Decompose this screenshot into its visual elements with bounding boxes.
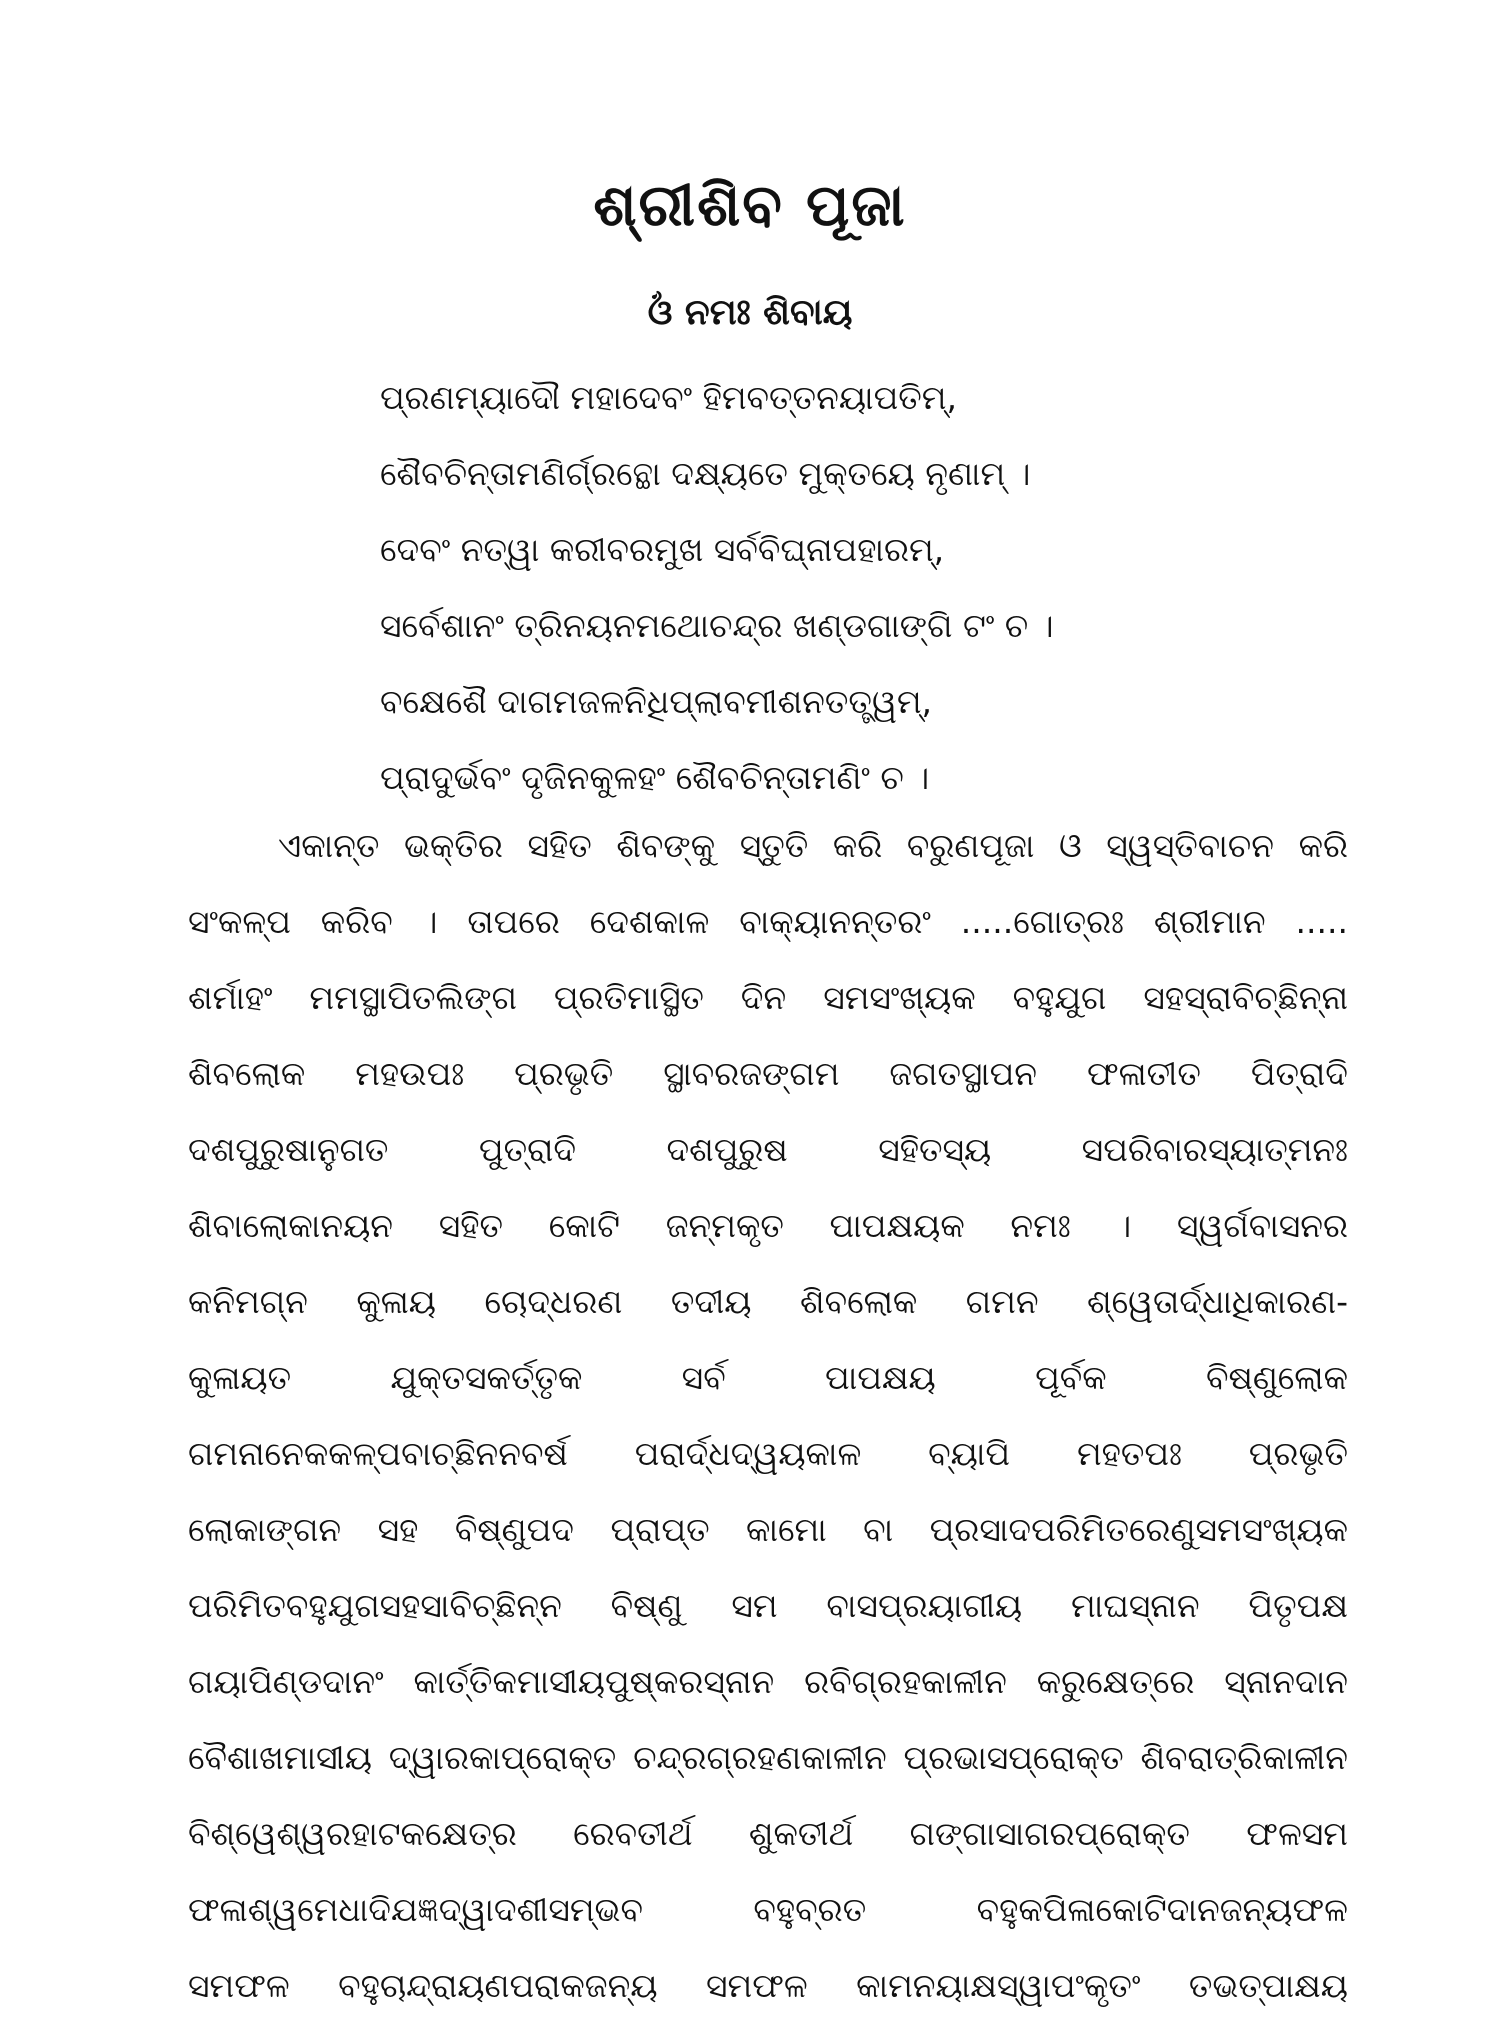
verse-line: ପ୍ରାଦୁର୍ଭବଂ ଦୃଜିନକୁଳହଂ ଶୈବଚିନ୍ତାମଣିଂ ଚ ।	[380, 758, 930, 797]
paragraph-line: ପରିମିତବହୁଯୁଗସହସାବିଚ୍ଛିନ୍ନ ବିଷ୍ଣୁ ସମ ବାସପ୍ରୟାଗୀୟ ମାଘସ୍ନାନ ପିତୃପକ୍ଷ	[188, 1586, 1348, 1625]
paragraph-line: ବୈଶାଖମାସୀୟ ଦ୍ୱାରକାପ୍ରୋକ୍ତ ଚନ୍ଦ୍ରଗ୍ରହଣକାଳୀନ ପ୍ରଭାସପ୍ରୋକ୍ତ ଶିବରାତ୍ରିକାଳୀନ	[188, 1738, 1348, 1777]
paragraph-line: ଦଶପୁରୁଷାନୁଗତ ପୁତ୍ରାଦି ଦଶପୁରୁଷ ସହିତସ୍ୟ ସପରିବାରସ୍ୟାତ୍ମନଃ	[188, 1130, 1348, 1169]
paragraph-line: ଶର୍ମାହଂ ମମସ୍ଥାପିତଲିଙ୍ଗ ପ୍ରତିମାସ୍ଥିତ ଦିନ ସମସଂଖ୍ୟକ ବହୁଯୁଗ ସହସ୍ରାବିଚ୍ଛିନ୍ନା	[188, 978, 1348, 1017]
verse-line: ସର୍ବେଶାନଂ ତ୍ରିନୟନମଥୋଚନ୍ଦ୍ର ଖଣ୍ଡଗାଙ୍ଗି ଟଂ ଚ ।	[380, 606, 1054, 645]
paragraph-line: ଫଳାଶ୍ୱମେଧାଦିଯଜ୍ଞଦ୍ୱାଦଶୀସମ୍ଭବ ବହୁବ୍ରତ ବହୁକପିଳାକୋଟିଦାନଜନ୍ୟଫଳ	[188, 1890, 1348, 1929]
verse-line: ପ୍ରଣମ୍ୟାଦୌ ମହାଦେବଂ ହିମବତ୍ତନୟାପତିମ୍,	[380, 378, 957, 417]
paragraph-line: ସମଫଳ ବହୁଚାନ୍ଦ୍ରାୟଣପରାକଜନ୍ୟ ସମଫଳ କାମନୟାକ୍ଷସ୍ୱାପଂକୃତଂ ତଭତ୍ପାକ୍ଷୟ	[188, 1966, 1348, 2005]
paragraph-line: ଶିବାଲୋକାନୟନ ସହିତ କୋଟି ଜନ୍ମକୃତ ପାପକ୍ଷୟକ ନମଃ । ସ୍ୱର୍ଗବାସନର	[188, 1206, 1348, 1245]
page-subtitle: ଓଁ ନମଃ ଶିବାୟ	[647, 292, 853, 333]
paragraph-line: ଗୟାପିଣ୍ଡଦାନଂ କାର୍ତ୍ତିକମାସୀୟପୁଷ୍କରସ୍ନାନ ରବିଗ୍ରହକାଳୀନ କରୁକ୍ଷେତ୍ରେ ସ୍ନାନଦାନ	[188, 1662, 1348, 1701]
paragraph-line: ଏକାନ୍ତ ଭକ୍ତିର ସହିତ ଶିବଙ୍କୁ ସ୍ତୁତି କରି ବରୁଣପୂଜା ଓ ସ୍ୱସ୍ତିବାଚନ କରି	[278, 826, 1348, 865]
verse-line: ବକ୍ଷେଶୈ ଦାଗମଜଳନିଧିପ୍ଲାବମୀଶନତତ୍ତ୍ୱମ୍,	[380, 682, 933, 721]
verse-line: ଦେବଂ ନତ୍ୱା କରୀବରମୁଖ ସର୍ବବିଘ୍ନାପହାରମ୍,	[380, 530, 945, 569]
body-paragraph	[188, 808, 1348, 2024]
paragraph-line: କନିମଗ୍ନ କୁଳାୟ ଚୋଦ୍ଧରଣ ତଦୀୟ ଶିବଲୋକ ଗମନ ଶ୍ୱେତାର୍ଦ୍ଧାଧିକାରଣ-	[188, 1282, 1348, 1321]
paragraph-line: ସଂକଳ୍ପ କରିବ । ତାପରେ ଦେଶକାଳ ବାକ୍ୟାନନ୍ତରଂ .....ଗୋତ୍ରଃ ଶ୍ରୀମାନ .....	[188, 902, 1348, 941]
paragraph-line: ଲୋକାଙ୍ଗନ ସହ ବିଷ୍ଣୁପଦ ପ୍ରାପ୍ତ କାମୋ ବା ପ୍ରସାଦପରିମିତରେଣୁସମସଂଖ୍ୟକ	[188, 1510, 1348, 1549]
verse-block	[380, 360, 1380, 816]
paragraph-line: ବିଶ୍ୱେଶ୍ୱରହାଟକକ୍ଷେତ୍ର ରେବତୀର୍ଥ ଶୁକତୀର୍ଥ ଗଙ୍ଗାସାଗରପ୍ରୋକ୍ତ ଫଳସମ	[188, 1814, 1348, 1853]
paragraph-line: ଶିବଲୋକ ମହଉପଃ ପ୍ରଭୃତି ସ୍ଥାବରଜଙ୍ଗମ ଜଗତସ୍ଥାପନ ଫଳାତୀତ ପିତ୍ରାଦି	[188, 1054, 1348, 1093]
verse-line: ଶୈବଚିନ୍ତାମଣିର୍ଗ୍ରନ୍ଥୋ ଦକ୍ଷ୍ୟତେ ମୁକ୍ତୟେ ନୃଣାମ୍ ।	[380, 454, 1031, 493]
page-title: ଶ୍ରୀଶିବ ପୂଜା	[593, 171, 907, 239]
paragraph-line: କୁଳାୟତ ଯୁକ୍ତସକର୍ତ୍ତୃକ ସର୍ବ ପାପକ୍ଷୟ ପୂର୍ବକ ବିଷ୍ଣୁଲୋକ	[188, 1358, 1348, 1397]
paragraph-line: ଗମନାନେକକଳ୍ପବାଚ୍ଛିନନବର୍ଷ ପରାର୍ଦ୍ଧଦ୍ୱୟକାଳ ବ୍ୟାପି ମହତପଃ ପ୍ରଭୃତି	[188, 1434, 1348, 1473]
